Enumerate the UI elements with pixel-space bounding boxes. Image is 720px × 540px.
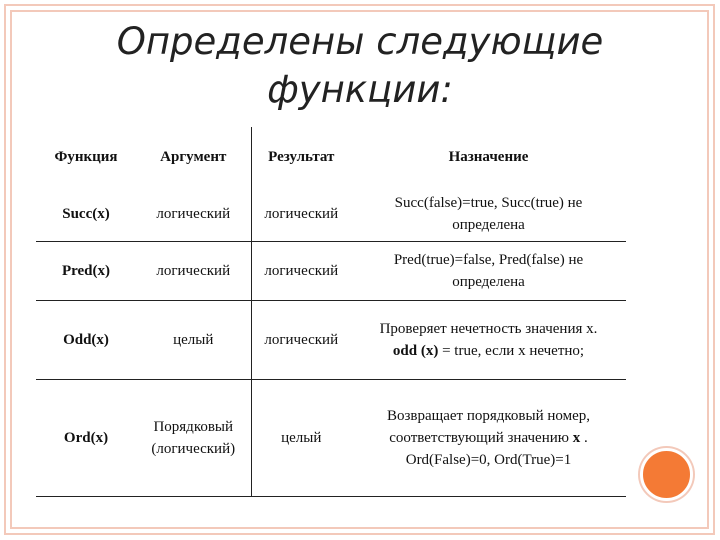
cell-argument: логический — [136, 242, 251, 301]
table-row — [36, 187, 626, 242]
functions-table — [36, 127, 626, 497]
purpose-line — [351, 340, 626, 362]
cell-argument — [136, 380, 251, 497]
cell-purpose — [351, 242, 626, 301]
purpose-text: соответствующий значению — [389, 430, 573, 446]
cell-function: Succ(x) — [36, 187, 136, 242]
cell-function: Ord(x) — [36, 380, 136, 497]
purpose-line: Succ(false)=true, Succ(true) не — [394, 195, 583, 211]
header-purpose: Назначение — [448, 149, 529, 165]
cell-purpose — [351, 187, 626, 242]
purpose-line: определена — [452, 217, 525, 233]
table-row — [36, 301, 626, 380]
cell-argument: логический — [136, 187, 251, 242]
slide-title — [60, 18, 660, 114]
cell-function: Odd(x) — [36, 301, 136, 380]
cell-function: Pred(x) — [36, 242, 136, 301]
cell-argument: целый — [136, 301, 251, 380]
purpose-code: odd (x) — [392, 343, 439, 359]
table-row — [36, 242, 626, 301]
purpose-line: определена — [452, 274, 525, 290]
purpose-line: Ord(False)=0, Ord(True)=1 — [405, 452, 572, 468]
purpose-line — [351, 427, 626, 449]
cell-purpose — [351, 301, 626, 380]
header-argument: Аргумент — [160, 149, 227, 165]
header-function: Функция — [54, 149, 118, 165]
purpose-code: x — [572, 430, 581, 446]
cell-result: целый — [251, 380, 351, 497]
cell-result: логический — [251, 187, 351, 242]
cell-purpose — [351, 380, 626, 497]
purpose-line: Возвращает порядковый номер, — [386, 408, 590, 424]
slide-title-line-2: функции: — [267, 68, 453, 111]
argument-line: Порядковый — [153, 419, 234, 435]
cell-result: логический — [251, 301, 351, 380]
argument-line: (логический) — [151, 441, 236, 457]
purpose-line: Pred(true)=false, Pred(false) не — [393, 252, 584, 268]
table-row — [36, 380, 626, 497]
table-header-row — [36, 127, 626, 187]
purpose-line: Проверяет нечетность значения x. — [379, 321, 598, 337]
cell-result: логический — [251, 242, 351, 301]
decorative-orange-circle — [640, 448, 693, 501]
purpose-text: = true, если x нечетно; — [438, 343, 585, 359]
header-result: Результат — [251, 127, 351, 187]
slide-title-line-1: Определены следующие — [116, 20, 604, 63]
purpose-text: . — [580, 430, 588, 446]
